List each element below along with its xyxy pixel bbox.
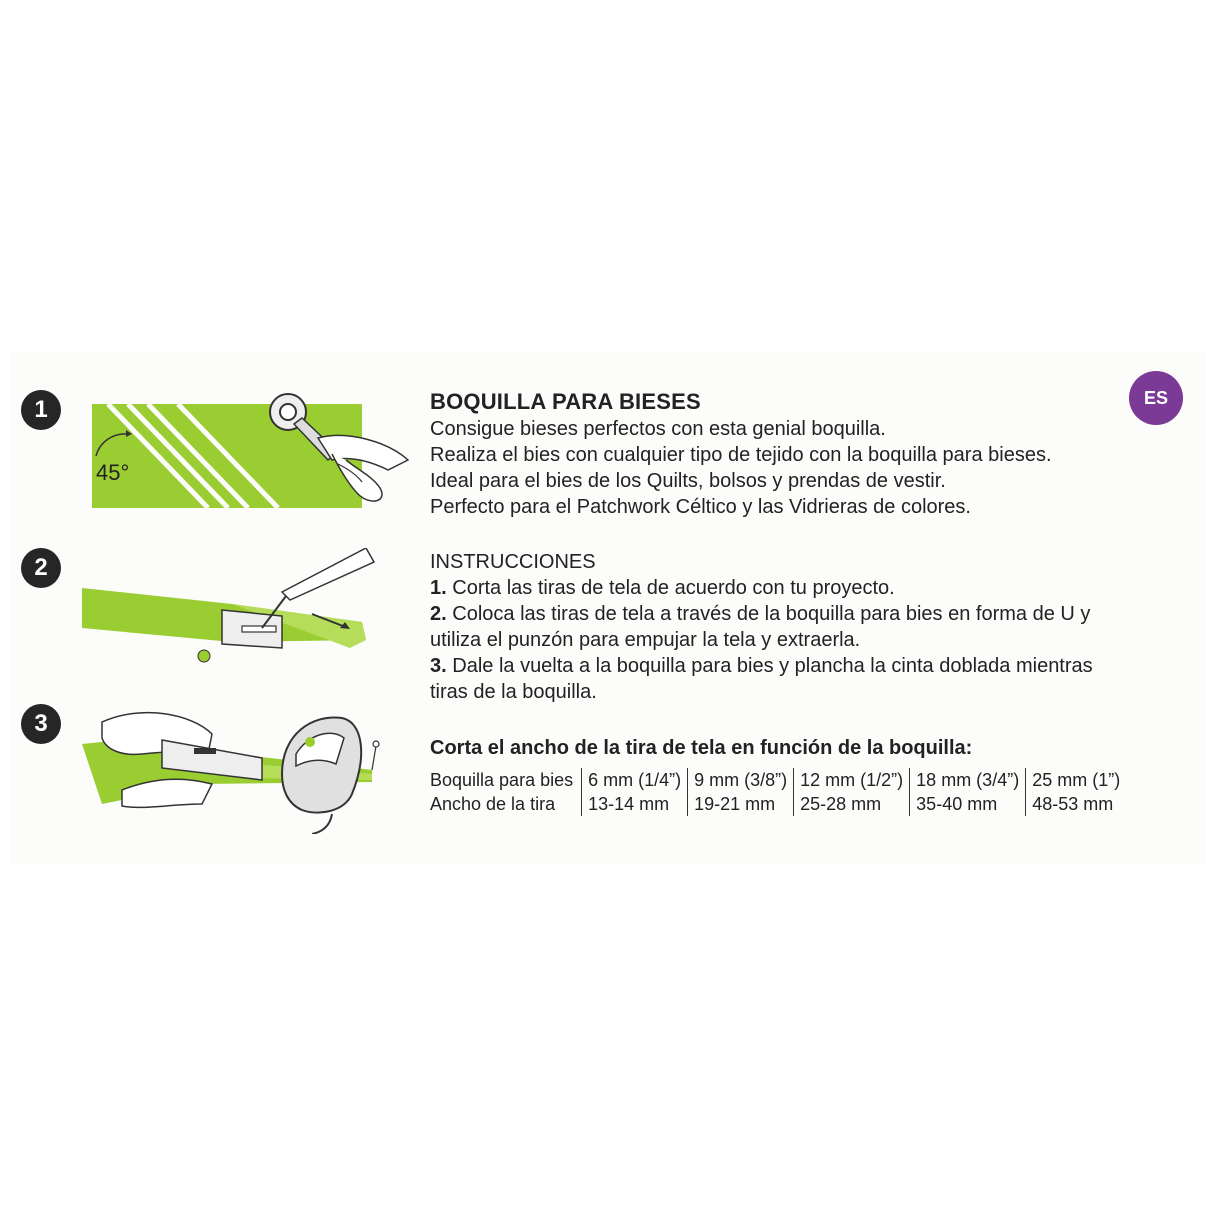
table-cell: 19-21 mm <box>688 792 794 816</box>
sizes-section <box>430 737 972 760</box>
product-title: BOQUILLA PARA BIESES <box>430 389 701 414</box>
table-cell: 12 mm (1/2”) <box>794 768 910 792</box>
intro-line: Realiza el bies con cualquier tipo de tejido con la boquilla para bieses. <box>430 444 1052 466</box>
step-1-number: 1 <box>21 390 61 430</box>
instruction-item <box>430 601 1093 627</box>
instruction-item <box>430 653 1093 679</box>
intro-line: Consigue bieses perfectos con esta genial boquilla. <box>430 418 886 440</box>
instructions-section <box>430 549 1093 705</box>
intro-line: Ideal para el bies de los Quilts, bolsos y prendas de vestir. <box>430 470 946 492</box>
step-2-number: 2 <box>21 548 61 588</box>
row-label: Boquilla para bies <box>430 770 574 790</box>
sizes-table <box>430 768 1126 816</box>
bias-cut-illustration <box>88 390 418 520</box>
table-cell: 6 mm (1/4”) <box>582 768 688 792</box>
sizes-subheading: Corta el ancho de la tira de tela en función de la boquilla: <box>430 737 973 759</box>
instruction-number: 2. <box>430 603 447 625</box>
step-3-number: 3 <box>21 704 61 744</box>
instruction-continuation: tiras de la boquilla. <box>430 681 597 703</box>
table-cell: 35-40 mm <box>910 792 1026 816</box>
instruction-text: Corta las tiras de tela de acuerdo con tu proyecto. <box>452 577 895 599</box>
intro-section <box>430 388 1052 520</box>
table-cell: 25-28 mm <box>794 792 910 816</box>
table-cell: 9 mm (3/8”) <box>688 768 794 792</box>
table-cell: 18 mm (3/4”) <box>910 768 1026 792</box>
table-row <box>430 768 1126 792</box>
bias-maker-awl-illustration <box>82 548 382 668</box>
intro-line: Perfecto para el Patchwork Céltico y las Vidrieras de colores. <box>430 496 971 518</box>
row-label: Ancho de la tira <box>430 794 556 814</box>
language-badge: ES <box>1129 371 1183 425</box>
instruction-text: Dale la vuelta a la boquilla para bies y plancha la cinta doblada mientras <box>452 655 1093 677</box>
instruction-number: 1. <box>430 577 447 599</box>
instruction-number: 3. <box>430 655 447 677</box>
instructions-heading: INSTRUCCIONES <box>430 551 596 573</box>
ironing-illustration <box>82 694 392 834</box>
table-row <box>430 792 1126 816</box>
angle-label: 45° <box>96 460 130 485</box>
instruction-text: Coloca las tiras de tela a través de la boquilla para bies en forma de U y <box>452 603 1091 625</box>
table-cell: 25 mm (1”) <box>1026 768 1127 792</box>
table-cell: 48-53 mm <box>1026 792 1127 816</box>
table-cell: 13-14 mm <box>582 792 688 816</box>
instruction-item <box>430 575 1093 601</box>
instruction-continuation: utiliza el punzón para empujar la tela y extraerla. <box>430 629 861 651</box>
